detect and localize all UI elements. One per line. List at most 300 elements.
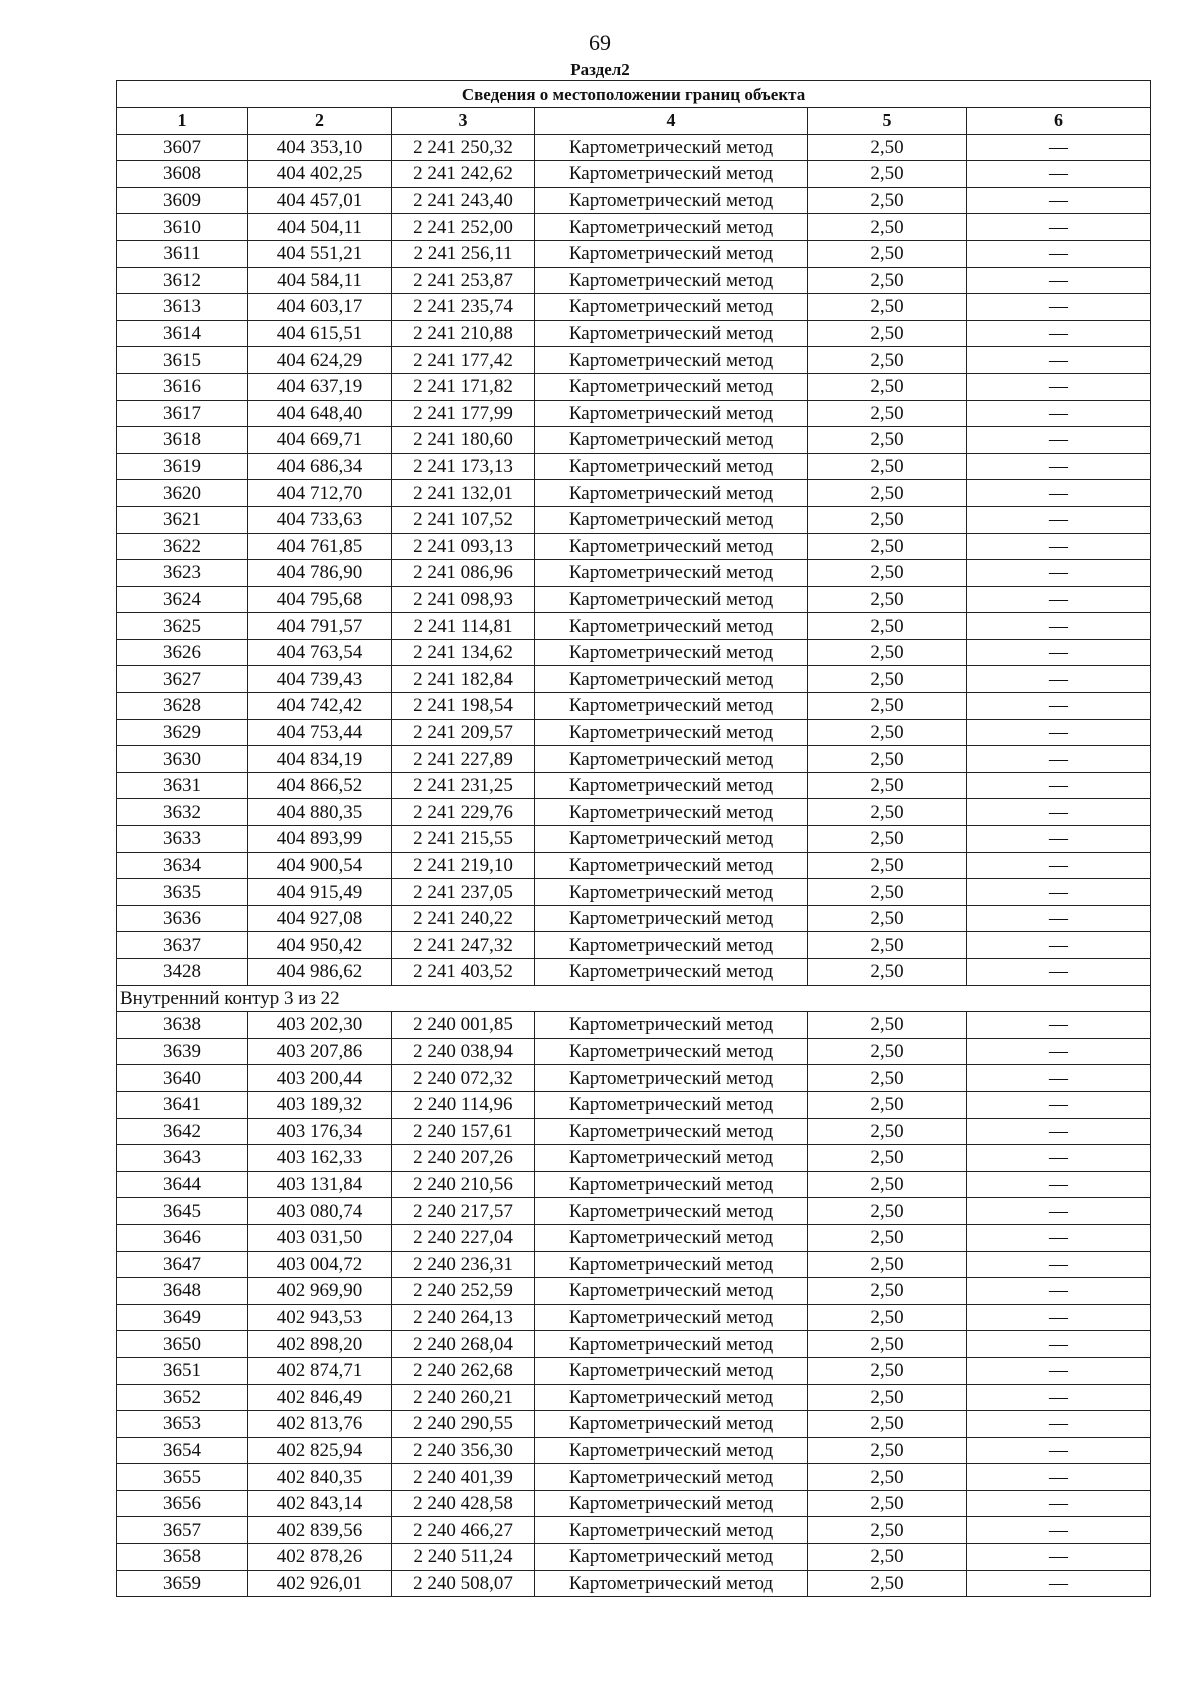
y-coordinate-cell: 2 240 428,58 xyxy=(392,1490,535,1517)
table-row xyxy=(117,1437,1151,1464)
accuracy-cell: 2,50 xyxy=(808,1544,967,1571)
y-coordinate-cell: 2 241 086,96 xyxy=(392,560,535,587)
accuracy-cell: 2,50 xyxy=(808,1118,967,1145)
y-coordinate-cell: 2 241 235,74 xyxy=(392,294,535,321)
x-coordinate-cell: 402 840,35 xyxy=(248,1464,392,1491)
table-row xyxy=(117,453,1151,480)
x-coordinate-cell: 403 207,86 xyxy=(248,1038,392,1065)
method-cell: Картометрический метод xyxy=(535,427,808,454)
y-coordinate-cell: 2 241 247,32 xyxy=(392,932,535,959)
accuracy-cell: 2,50 xyxy=(808,373,967,400)
description-cell: — xyxy=(967,506,1151,533)
point-number-cell: 3654 xyxy=(117,1437,248,1464)
method-cell: Картометрический метод xyxy=(535,1331,808,1358)
accuracy-cell: 2,50 xyxy=(808,134,967,161)
point-number-cell: 3657 xyxy=(117,1517,248,1544)
method-cell: Картометрический метод xyxy=(535,1251,808,1278)
table-row xyxy=(117,1145,1151,1172)
point-number-cell: 3617 xyxy=(117,400,248,427)
accuracy-cell: 2,50 xyxy=(808,1224,967,1251)
description-cell: — xyxy=(967,932,1151,959)
point-number-cell: 3611 xyxy=(117,240,248,267)
description-cell: — xyxy=(967,1544,1151,1571)
y-coordinate-cell: 2 241 210,88 xyxy=(392,320,535,347)
point-number-cell: 3642 xyxy=(117,1118,248,1145)
y-coordinate-cell: 2 241 173,13 xyxy=(392,453,535,480)
y-coordinate-cell: 2 240 072,32 xyxy=(392,1065,535,1092)
point-number-cell: 3645 xyxy=(117,1198,248,1225)
method-cell: Картометрический метод xyxy=(535,1038,808,1065)
y-coordinate-cell: 2 241 237,05 xyxy=(392,879,535,906)
point-number-cell: 3644 xyxy=(117,1171,248,1198)
description-cell: — xyxy=(967,240,1151,267)
point-number-cell: 3659 xyxy=(117,1570,248,1597)
method-cell: Картометрический метод xyxy=(535,400,808,427)
section-title: Раздел2 xyxy=(570,60,630,79)
method-cell: Картометрический метод xyxy=(535,905,808,932)
accuracy-cell: 2,50 xyxy=(808,1464,967,1491)
point-number-cell: 3638 xyxy=(117,1012,248,1039)
description-cell: — xyxy=(967,772,1151,799)
table-row xyxy=(117,1091,1151,1118)
table-row xyxy=(117,666,1151,693)
x-coordinate-cell: 404 615,51 xyxy=(248,320,392,347)
accuracy-cell: 2,50 xyxy=(808,427,967,454)
x-coordinate-cell: 404 584,11 xyxy=(248,267,392,294)
point-number-cell: 3618 xyxy=(117,427,248,454)
description-cell: — xyxy=(967,1331,1151,1358)
accuracy-cell: 2,50 xyxy=(808,347,967,374)
point-number-cell: 3622 xyxy=(117,533,248,560)
y-coordinate-cell: 2 241 256,11 xyxy=(392,240,535,267)
accuracy-cell: 2,50 xyxy=(808,506,967,533)
description-cell: — xyxy=(967,427,1151,454)
table-row xyxy=(117,533,1151,560)
y-coordinate-cell: 2 240 508,07 xyxy=(392,1570,535,1597)
x-coordinate-cell: 404 791,57 xyxy=(248,613,392,640)
accuracy-cell: 2,50 xyxy=(808,772,967,799)
column-header: 2 xyxy=(248,108,392,135)
point-number-cell: 3634 xyxy=(117,852,248,879)
y-coordinate-cell: 2 241 182,84 xyxy=(392,666,535,693)
table-row xyxy=(117,1517,1151,1544)
y-coordinate-cell: 2 241 177,99 xyxy=(392,400,535,427)
x-coordinate-cell: 403 131,84 xyxy=(248,1171,392,1198)
point-number-cell: 3616 xyxy=(117,373,248,400)
point-number-cell: 3612 xyxy=(117,267,248,294)
x-coordinate-cell: 404 763,54 xyxy=(248,639,392,666)
accuracy-cell: 2,50 xyxy=(808,1411,967,1438)
table-row xyxy=(117,959,1151,986)
point-number-cell: 3636 xyxy=(117,905,248,932)
x-coordinate-cell: 402 969,90 xyxy=(248,1278,392,1305)
description-cell: — xyxy=(967,693,1151,720)
description-cell: — xyxy=(967,852,1151,879)
method-cell: Картометрический метод xyxy=(535,187,808,214)
accuracy-cell: 2,50 xyxy=(808,1171,967,1198)
table-row xyxy=(117,719,1151,746)
x-coordinate-cell: 402 846,49 xyxy=(248,1384,392,1411)
accuracy-cell: 2,50 xyxy=(808,187,967,214)
accuracy-cell: 2,50 xyxy=(808,613,967,640)
accuracy-cell: 2,50 xyxy=(808,586,967,613)
description-cell: — xyxy=(967,719,1151,746)
x-coordinate-cell: 404 866,52 xyxy=(248,772,392,799)
point-number-cell: 3633 xyxy=(117,826,248,853)
description-cell: — xyxy=(967,1145,1151,1172)
method-cell: Картометрический метод xyxy=(535,373,808,400)
description-cell: — xyxy=(967,1091,1151,1118)
description-cell: — xyxy=(967,1437,1151,1464)
description-cell: — xyxy=(967,560,1151,587)
method-cell: Картометрический метод xyxy=(535,1224,808,1251)
description-cell: — xyxy=(967,1490,1151,1517)
accuracy-cell: 2,50 xyxy=(808,294,967,321)
point-number-cell: 3630 xyxy=(117,746,248,773)
description-cell: — xyxy=(967,1570,1151,1597)
table-row xyxy=(117,1278,1151,1305)
point-number-cell: 3648 xyxy=(117,1278,248,1305)
table-row xyxy=(117,187,1151,214)
description-cell: — xyxy=(967,134,1151,161)
y-coordinate-cell: 2 240 260,21 xyxy=(392,1384,535,1411)
x-coordinate-cell: 404 712,70 xyxy=(248,480,392,507)
accuracy-cell: 2,50 xyxy=(808,1145,967,1172)
table-row xyxy=(117,347,1151,374)
description-cell: — xyxy=(967,666,1151,693)
accuracy-cell: 2,50 xyxy=(808,932,967,959)
column-header: 5 xyxy=(808,108,967,135)
table-row xyxy=(117,134,1151,161)
method-cell: Картометрический метод xyxy=(535,852,808,879)
description-cell: — xyxy=(967,746,1151,773)
method-cell: Картометрический метод xyxy=(535,1411,808,1438)
y-coordinate-cell: 2 241 231,25 xyxy=(392,772,535,799)
y-coordinate-cell: 2 240 268,04 xyxy=(392,1331,535,1358)
method-cell: Картометрический метод xyxy=(535,1091,808,1118)
method-cell: Картометрический метод xyxy=(535,1570,808,1597)
accuracy-cell: 2,50 xyxy=(808,1384,967,1411)
table-row xyxy=(117,1464,1151,1491)
method-cell: Картометрический метод xyxy=(535,1304,808,1331)
description-cell: — xyxy=(967,480,1151,507)
description-cell: — xyxy=(967,799,1151,826)
table-row xyxy=(117,1224,1151,1251)
method-cell: Картометрический метод xyxy=(535,1357,808,1384)
x-coordinate-cell: 403 189,32 xyxy=(248,1091,392,1118)
description-cell: — xyxy=(967,826,1151,853)
description-cell: — xyxy=(967,1012,1151,1039)
accuracy-cell: 2,50 xyxy=(808,1570,967,1597)
x-coordinate-cell: 402 926,01 xyxy=(248,1570,392,1597)
x-coordinate-cell: 404 893,99 xyxy=(248,826,392,853)
table-row xyxy=(117,240,1151,267)
method-cell: Картометрический метод xyxy=(535,586,808,613)
method-cell: Картометрический метод xyxy=(535,826,808,853)
y-coordinate-cell: 2 240 217,57 xyxy=(392,1198,535,1225)
x-coordinate-cell: 404 603,17 xyxy=(248,294,392,321)
point-number-cell: 3632 xyxy=(117,799,248,826)
description-cell: — xyxy=(967,1464,1151,1491)
point-number-cell: 3614 xyxy=(117,320,248,347)
table-row xyxy=(117,1357,1151,1384)
method-cell: Картометрический метод xyxy=(535,799,808,826)
description-cell: — xyxy=(967,1198,1151,1225)
table-row xyxy=(117,1198,1151,1225)
method-cell: Картометрический метод xyxy=(535,1198,808,1225)
description-cell: — xyxy=(967,1357,1151,1384)
accuracy-cell: 2,50 xyxy=(808,1091,967,1118)
table-row xyxy=(117,826,1151,853)
x-coordinate-cell: 402 843,14 xyxy=(248,1490,392,1517)
point-number-cell: 3640 xyxy=(117,1065,248,1092)
table-row xyxy=(117,932,1151,959)
x-coordinate-cell: 404 786,90 xyxy=(248,560,392,587)
y-coordinate-cell: 2 241 229,76 xyxy=(392,799,535,826)
description-cell: — xyxy=(967,959,1151,986)
accuracy-cell: 2,50 xyxy=(808,1065,967,1092)
table-row xyxy=(117,400,1151,427)
x-coordinate-cell: 402 898,20 xyxy=(248,1331,392,1358)
column-header: 4 xyxy=(535,108,808,135)
x-coordinate-cell: 402 878,26 xyxy=(248,1544,392,1571)
description-cell: — xyxy=(967,1118,1151,1145)
point-number-cell: 3608 xyxy=(117,161,248,188)
y-coordinate-cell: 2 241 250,32 xyxy=(392,134,535,161)
table-row xyxy=(117,1490,1151,1517)
method-cell: Картометрический метод xyxy=(535,453,808,480)
description-cell: — xyxy=(967,400,1151,427)
method-cell: Картометрический метод xyxy=(535,879,808,906)
x-coordinate-cell: 404 753,44 xyxy=(248,719,392,746)
table-row xyxy=(117,746,1151,773)
x-coordinate-cell: 403 080,74 xyxy=(248,1198,392,1225)
accuracy-cell: 2,50 xyxy=(808,1278,967,1305)
accuracy-cell: 2,50 xyxy=(808,1038,967,1065)
point-number-cell: 3647 xyxy=(117,1251,248,1278)
description-cell: — xyxy=(967,187,1151,214)
table-row xyxy=(117,267,1151,294)
table-row xyxy=(117,1118,1151,1145)
x-coordinate-cell: 404 353,10 xyxy=(248,134,392,161)
method-cell: Картометрический метод xyxy=(535,1544,808,1571)
method-cell: Картометрический метод xyxy=(535,1464,808,1491)
table-row xyxy=(117,1038,1151,1065)
table-caption-row xyxy=(117,81,1151,108)
point-number-cell: 3655 xyxy=(117,1464,248,1491)
accuracy-cell: 2,50 xyxy=(808,799,967,826)
description-cell: — xyxy=(967,1304,1151,1331)
y-coordinate-cell: 2 240 001,85 xyxy=(392,1012,535,1039)
point-number-cell: 3624 xyxy=(117,586,248,613)
table-row xyxy=(117,639,1151,666)
table-row xyxy=(117,373,1151,400)
y-coordinate-cell: 2 241 114,81 xyxy=(392,613,535,640)
y-coordinate-cell: 2 241 215,55 xyxy=(392,826,535,853)
subheader-row xyxy=(117,985,1151,1012)
y-coordinate-cell: 2 241 134,62 xyxy=(392,639,535,666)
y-coordinate-cell: 2 240 038,94 xyxy=(392,1038,535,1065)
subheader-section xyxy=(117,985,1151,1012)
x-coordinate-cell: 402 813,76 xyxy=(248,1411,392,1438)
y-coordinate-cell: 2 240 227,04 xyxy=(392,1224,535,1251)
y-coordinate-cell: 2 240 210,56 xyxy=(392,1171,535,1198)
method-cell: Картометрический метод xyxy=(535,959,808,986)
table-row xyxy=(117,294,1151,321)
description-cell: — xyxy=(967,613,1151,640)
table-row xyxy=(117,320,1151,347)
y-coordinate-cell: 2 241 242,62 xyxy=(392,161,535,188)
point-number-cell: 3629 xyxy=(117,719,248,746)
table-row xyxy=(117,161,1151,188)
description-cell: — xyxy=(967,1171,1151,1198)
point-number-cell: 3623 xyxy=(117,560,248,587)
point-number-cell: 3653 xyxy=(117,1411,248,1438)
x-coordinate-cell: 404 795,68 xyxy=(248,586,392,613)
method-cell: Картометрический метод xyxy=(535,719,808,746)
accuracy-cell: 2,50 xyxy=(808,533,967,560)
point-number-cell: 3643 xyxy=(117,1145,248,1172)
description-cell: — xyxy=(967,533,1151,560)
table-row xyxy=(117,1012,1151,1039)
method-cell: Картометрический метод xyxy=(535,1437,808,1464)
table-row xyxy=(117,1384,1151,1411)
accuracy-cell: 2,50 xyxy=(808,453,967,480)
y-coordinate-cell: 2 241 403,52 xyxy=(392,959,535,986)
x-coordinate-cell: 404 686,34 xyxy=(248,453,392,480)
description-cell: — xyxy=(967,1065,1151,1092)
accuracy-cell: 2,50 xyxy=(808,267,967,294)
x-coordinate-cell: 404 457,01 xyxy=(248,187,392,214)
method-cell: Картометрический метод xyxy=(535,639,808,666)
table-row xyxy=(117,613,1151,640)
method-cell: Картометрический метод xyxy=(535,347,808,374)
point-number-cell: 3620 xyxy=(117,480,248,507)
y-coordinate-cell: 2 241 209,57 xyxy=(392,719,535,746)
y-coordinate-cell: 2 241 107,52 xyxy=(392,506,535,533)
method-cell: Картометрический метод xyxy=(535,693,808,720)
accuracy-cell: 2,50 xyxy=(808,639,967,666)
table-row xyxy=(117,1544,1151,1571)
y-coordinate-cell: 2 241 219,10 xyxy=(392,852,535,879)
table-row xyxy=(117,1570,1151,1597)
point-number-cell: 3652 xyxy=(117,1384,248,1411)
point-number-cell: 3631 xyxy=(117,772,248,799)
outer-contour-rows xyxy=(117,134,1151,985)
accuracy-cell: 2,50 xyxy=(808,1490,967,1517)
y-coordinate-cell: 2 240 236,31 xyxy=(392,1251,535,1278)
y-coordinate-cell: 2 240 264,13 xyxy=(392,1304,535,1331)
description-cell: — xyxy=(967,1384,1151,1411)
accuracy-cell: 2,50 xyxy=(808,320,967,347)
description-cell: — xyxy=(967,373,1151,400)
accuracy-cell: 2,50 xyxy=(808,161,967,188)
method-cell: Картометрический метод xyxy=(535,746,808,773)
table-row xyxy=(117,1251,1151,1278)
method-cell: Картометрический метод xyxy=(535,480,808,507)
description-cell: — xyxy=(967,453,1151,480)
x-coordinate-cell: 404 880,35 xyxy=(248,799,392,826)
method-cell: Картометрический метод xyxy=(535,1012,808,1039)
point-number-cell: 3650 xyxy=(117,1331,248,1358)
inner-contour-rows xyxy=(117,1012,1151,1597)
point-number-cell: 3639 xyxy=(117,1038,248,1065)
method-cell: Картометрический метод xyxy=(535,134,808,161)
x-coordinate-cell: 404 986,62 xyxy=(248,959,392,986)
accuracy-cell: 2,50 xyxy=(808,746,967,773)
table-row xyxy=(117,427,1151,454)
point-number-cell: 3637 xyxy=(117,932,248,959)
y-coordinate-cell: 2 241 243,40 xyxy=(392,187,535,214)
accuracy-cell: 2,50 xyxy=(808,693,967,720)
boundary-table xyxy=(116,80,1151,1597)
y-coordinate-cell: 2 240 157,61 xyxy=(392,1118,535,1145)
accuracy-cell: 2,50 xyxy=(808,905,967,932)
method-cell: Картометрический метод xyxy=(535,772,808,799)
point-number-cell: 3615 xyxy=(117,347,248,374)
point-number-cell: 3635 xyxy=(117,879,248,906)
contour-subheader: Внутренний контур 3 из 22 xyxy=(117,985,1151,1012)
y-coordinate-cell: 2 241 253,87 xyxy=(392,267,535,294)
x-coordinate-cell: 404 761,85 xyxy=(248,533,392,560)
column-header-row xyxy=(117,108,1151,135)
method-cell: Картометрический метод xyxy=(535,294,808,321)
method-cell: Картометрический метод xyxy=(535,1171,808,1198)
x-coordinate-cell: 404 733,63 xyxy=(248,506,392,533)
accuracy-cell: 2,50 xyxy=(808,959,967,986)
table-caption: Сведения о местоположении границ объекта xyxy=(117,81,1151,108)
point-number-cell: 3609 xyxy=(117,187,248,214)
y-coordinate-cell: 2 240 466,27 xyxy=(392,1517,535,1544)
y-coordinate-cell: 2 241 098,93 xyxy=(392,586,535,613)
method-cell: Картометрический метод xyxy=(535,506,808,533)
point-number-cell: 3646 xyxy=(117,1224,248,1251)
method-cell: Картометрический метод xyxy=(535,1517,808,1544)
point-number-cell: 3656 xyxy=(117,1490,248,1517)
accuracy-cell: 2,50 xyxy=(808,1251,967,1278)
y-coordinate-cell: 2 241 180,60 xyxy=(392,427,535,454)
x-coordinate-cell: 404 624,29 xyxy=(248,347,392,374)
point-number-cell: 3628 xyxy=(117,693,248,720)
description-cell: — xyxy=(967,214,1151,241)
y-coordinate-cell: 2 240 401,39 xyxy=(392,1464,535,1491)
table-row xyxy=(117,693,1151,720)
method-cell: Картометрический метод xyxy=(535,666,808,693)
table-row xyxy=(117,586,1151,613)
method-cell: Картометрический метод xyxy=(535,932,808,959)
x-coordinate-cell: 403 202,30 xyxy=(248,1012,392,1039)
table-row xyxy=(117,799,1151,826)
accuracy-cell: 2,50 xyxy=(808,719,967,746)
x-coordinate-cell: 404 742,42 xyxy=(248,693,392,720)
accuracy-cell: 2,50 xyxy=(808,826,967,853)
accuracy-cell: 2,50 xyxy=(808,879,967,906)
y-coordinate-cell: 2 241 252,00 xyxy=(392,214,535,241)
description-cell: — xyxy=(967,586,1151,613)
point-number-cell: 3658 xyxy=(117,1544,248,1571)
table-row xyxy=(117,506,1151,533)
page-number: 69 xyxy=(589,30,611,55)
x-coordinate-cell: 404 739,43 xyxy=(248,666,392,693)
method-cell: Картометрический метод xyxy=(535,267,808,294)
description-cell: — xyxy=(967,879,1151,906)
accuracy-cell: 2,50 xyxy=(808,1012,967,1039)
description-cell: — xyxy=(967,1224,1151,1251)
accuracy-cell: 2,50 xyxy=(808,400,967,427)
table-row xyxy=(117,1065,1151,1092)
point-number-cell: 3627 xyxy=(117,666,248,693)
table-row xyxy=(117,1304,1151,1331)
